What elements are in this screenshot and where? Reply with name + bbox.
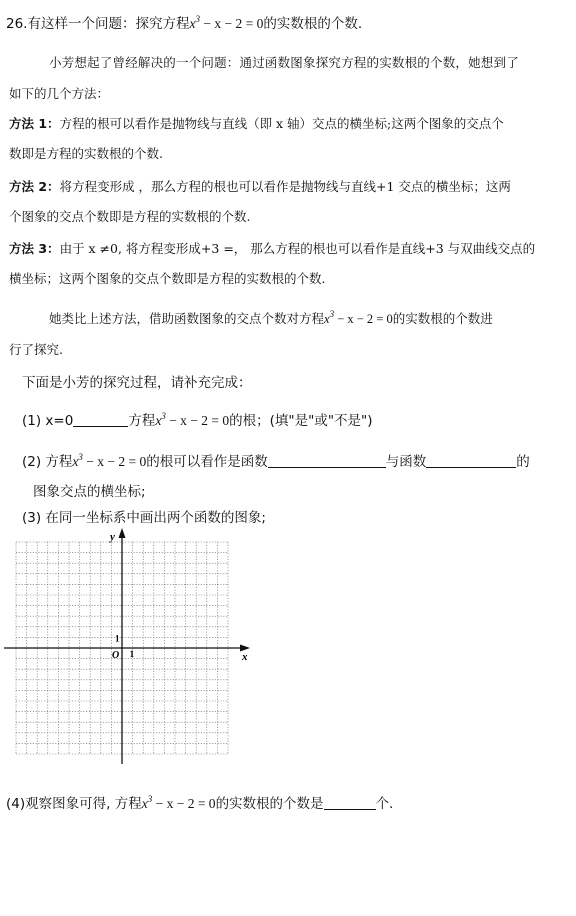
method-1-line-1: 方法 1：方程的根可以看作是抛物线与直线（即 x 轴）交点的横坐标;这两个图象的交点个 (9, 116, 504, 131)
x-axis-label: x (242, 651, 248, 663)
method-1-label: 方法 1： (9, 116, 60, 131)
method-3-line-2: 横坐标；这两个图象的交点个数即是方程的实数根的个数. (9, 271, 326, 286)
y-axis-label: y (110, 531, 115, 543)
method-3-label: 方法 3： (9, 241, 60, 256)
problem-number: 26. (6, 16, 28, 32)
intro-line-1: 小芳想起了曾经解决的一个问题：通过函数图象探究方程的实数根的个数，她想到了 (49, 55, 519, 70)
question-2: (2) 方程$x^3 - x - 2 = 0$的根可以看作是函数 与函数 的 (22, 452, 530, 470)
equation: $x^3 - x - 2 = 0$ (141, 794, 216, 811)
problem-title (6, 15, 362, 33)
answer-blank-2a[interactable] (268, 454, 386, 468)
answer-blank-4[interactable] (324, 796, 376, 810)
equation: $x^3 - x - 2 = 0$ (189, 14, 264, 31)
y-axis-arrow (119, 528, 126, 538)
title-text-post: 的实数根的个数. (263, 16, 363, 32)
question-1: (1) x=0 方程$x^3 - x - 2 = 0$的根；(填"是"或"不是") (22, 411, 373, 429)
equation: $x^3 - x - 2 = 0$ (324, 309, 393, 326)
answer-blank-1[interactable] (73, 413, 128, 427)
method-3-line-1: 方法 3：由于 x ≠0, 将方程变形成+3 =， 那么方程的根也可以看作是直线+3 与双曲线交点的 (9, 241, 536, 256)
method-2-label: 方法 2： (9, 179, 60, 194)
analogy-line-1: 她类比上述方法，借助函数图象的交点个数对方程$x^3 - x - 2 = 0$的实数根的个数进 (49, 309, 493, 326)
title-text-pre: 有这样一个问题：探究方程 (27, 16, 190, 32)
unit-x-label: 1 (129, 649, 135, 659)
equation: $x^3 - x - 2 = 0$ (155, 411, 230, 428)
analogy-line-2: 行了探究. (9, 342, 63, 357)
question-2-line-2: 图象交点的横坐标; (33, 484, 146, 500)
equation: $x^3 - x - 2 = 0$ (72, 452, 147, 469)
answer-blank-2b[interactable] (426, 454, 516, 468)
coordinate-graph[interactable] (4, 528, 254, 768)
unit-y-label: 1 (115, 633, 120, 644)
method-2-line-2: 个图象的交点个数即是方程的实数根的个数. (9, 209, 251, 224)
process-heading: 下面是小芳的探究过程，请补充完成： (22, 375, 252, 391)
intro-line-2: 如下的几个方法： (9, 86, 110, 101)
origin-label: O (112, 650, 120, 661)
question-3: (3) 在同一坐标系中画出两个函数的图象; (22, 510, 266, 526)
question-4: (4)观察图象可得, 方程$x^3 - x - 2 = 0$的实数根的个数是 个. (6, 794, 394, 812)
method-1-line-2: 数即是方程的实数根的个数. (9, 146, 163, 161)
method-2-line-1: 方法 2：将方程变形成 ，那么方程的根也可以看作是抛物线与直线+1 交点的横坐标；这两 (9, 179, 511, 194)
